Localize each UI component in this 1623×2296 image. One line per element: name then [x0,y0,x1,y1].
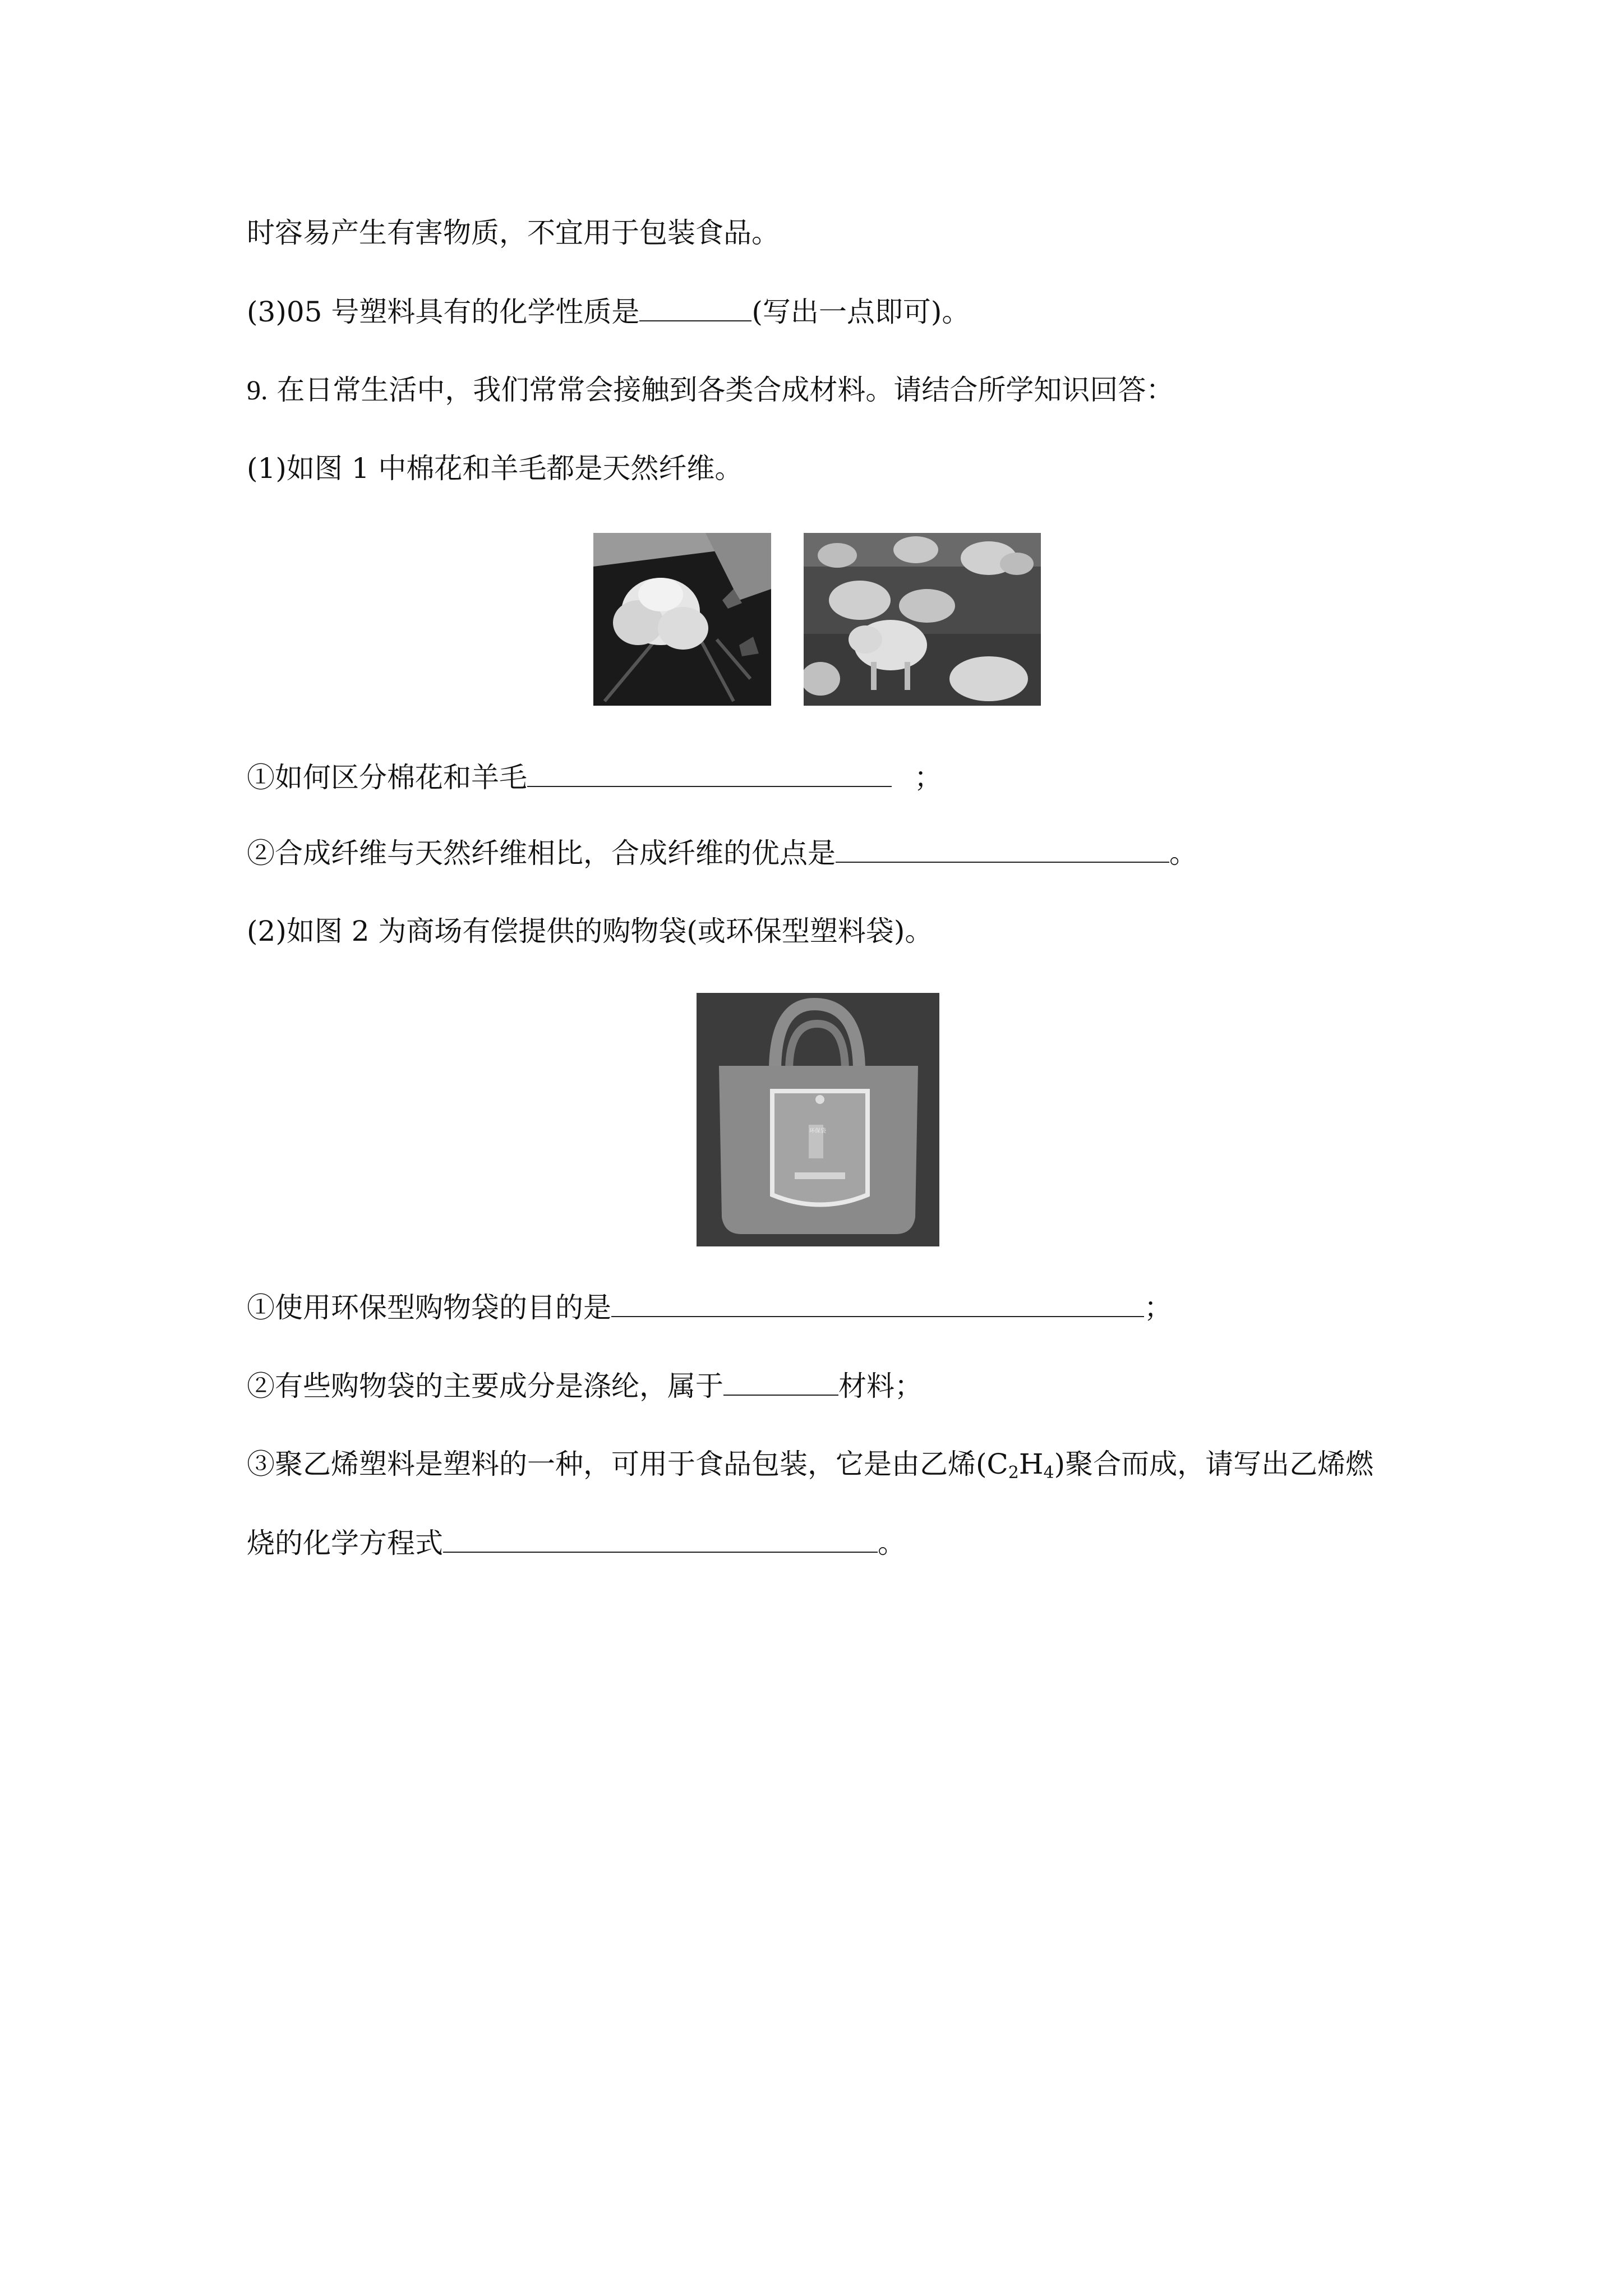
question-9-text: 在日常生活中，我们常常会接触到各类合成材料。请结合所学知识回答： [276,374,1174,406]
question-8-3-hint: (写出一点即可)。 [751,296,970,328]
answer-blank-9-2-3[interactable] [443,1526,878,1553]
sheep-illustration [804,533,1041,706]
period: 。 [1169,837,1197,869]
question-9-1-2-text: ②合成纤维与天然纤维相比，合成纤维的优点是 [247,837,836,869]
answer-blank-8-3[interactable] [639,295,751,321]
question-number: 9. [247,374,268,406]
question-9-2-3-text-c: 烧的化学方程式 [247,1527,443,1559]
question-9-1-1 [247,760,942,794]
answer-blank-9-1-2[interactable] [836,836,1169,863]
question-9-1-1-text: ①如何区分棉花和羊毛 [247,761,527,794]
question-9-2-1 [247,1290,1172,1324]
subscript-2: 2 [1008,1463,1019,1483]
question-9-2-2 [247,1369,923,1403]
question-9-2-2-suffix: 材料； [838,1370,923,1402]
answer-blank-9-2-2[interactable] [723,1369,838,1396]
question-9-2-1-text: ①使用环保型购物袋的目的是 [247,1291,611,1324]
semicolon: ； [914,761,942,794]
question-9-2-2-text: ②有些购物袋的主要成分是涤纶，属于 [247,1370,723,1402]
cotton-photo [593,533,771,706]
sheep-photo [804,533,1041,706]
question-9-2-3-text-b: )聚合而成，请写出乙烯燃 [1054,1448,1374,1480]
answer-blank-9-1-1[interactable] [527,760,892,787]
formula-h: H [1018,1448,1044,1480]
question-9-1: (1)如图 1 中棉花和羊毛都是天然纤维。 [247,452,743,485]
subscript-4: 4 [1043,1463,1054,1483]
question-9-2-3-cont [247,1526,906,1560]
text-line-1: 时容易产生有害物质，不宜用于包装食品。 [247,217,780,249]
question-8-3-stem: (3)05 号塑料具有的化学性质是 [247,296,640,328]
answer-blank-9-2-1[interactable] [611,1290,1144,1317]
shopping-bag-photo [697,993,939,1246]
question-9-2-3 [247,1447,1373,1490]
cotton-illustration [593,533,771,706]
question-9-stem [247,373,1174,407]
question-9-2: (2)如图 2 为商场有偿提供的购物袋(或环保型塑料袋)。 [247,915,933,947]
bag-label: 环保袋 [809,1128,826,1134]
question-8-3 [247,295,970,329]
question-9-2-3-text-a: ③聚乙烯塑料是塑料的一种，可用于食品包装，它是由乙烯(C [247,1448,1008,1480]
question-9-1-2 [247,836,1197,870]
shopping-bag-illustration [697,993,939,1246]
period: 。 [878,1527,906,1559]
semicolon: ； [1144,1291,1172,1324]
